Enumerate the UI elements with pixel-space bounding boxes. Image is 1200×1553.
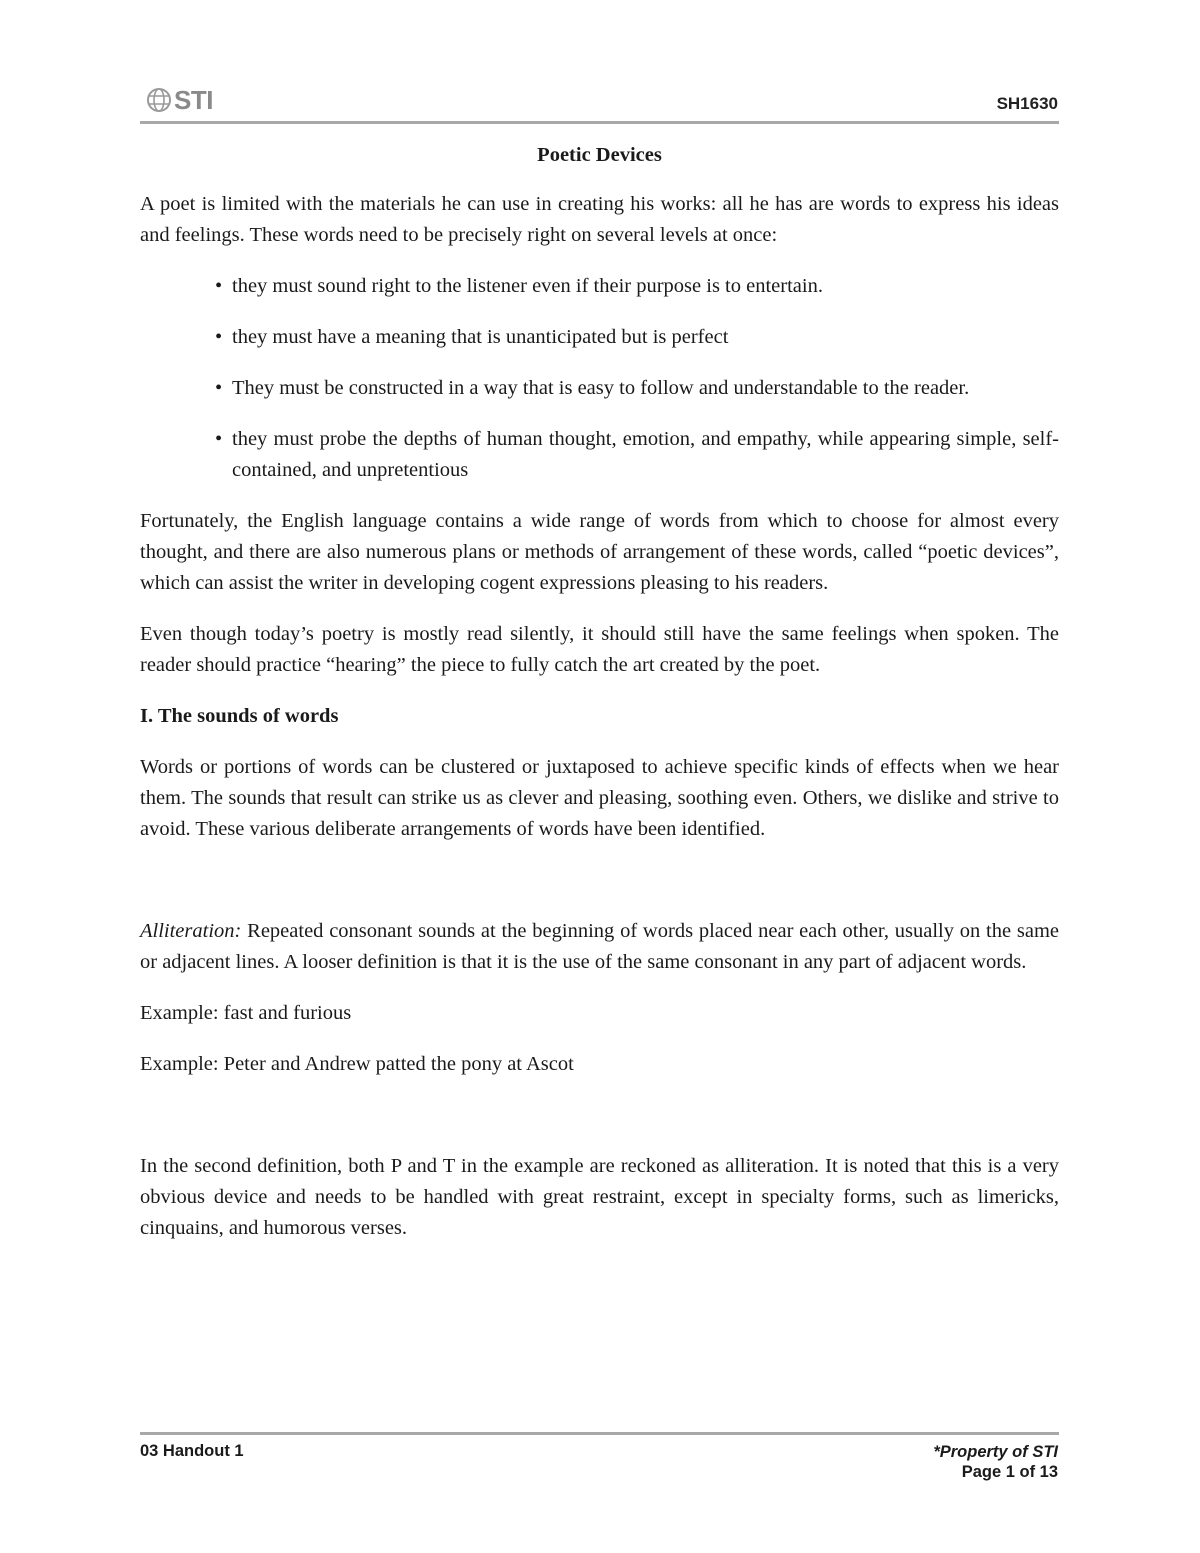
bullet-icon: • (215, 428, 223, 450)
handout-label: 03 Handout 1 (140, 1442, 244, 1460)
list-item (215, 271, 1059, 302)
spacer (140, 865, 1059, 916)
list-item-text: they must probe the depths of human thought, emotion, and empathy, while appearing simple, self-contained, and unpretentious (232, 428, 1059, 481)
bullet-icon: • (215, 326, 223, 348)
document-body (140, 140, 1059, 1264)
page-number: Page 1 of 13 (961, 1463, 1058, 1481)
even-paragraph: Even though today’s poetry is mostly read silently, it should still have the same feelings when spoken. The reader should practice “hearing” the piece to fully catch the art created by the poet. (140, 623, 1059, 676)
fortunately-paragraph: Fortunately, the English language contains a wide range of words from which to choose for almost every thought, and there are also numerous plans or methods of arrangement of these words, called “poetic devices”, which can assist the writer in developing cogent expressions pleasing to his readers. (140, 510, 1059, 594)
sounds-paragraph: Words or portions of words can be clustered or juxtaposed to achieve specific kinds of effects when we hear them. The sounds that result can strike us as clever and pleasing, soothing even. Others, we dislike and strive to avoid. These various deliberate arrangements of words have been identified. (140, 756, 1059, 840)
spacer (140, 1100, 1059, 1151)
alliteration-paragraph (140, 916, 1059, 978)
sti-logo (146, 84, 213, 116)
header-divider (140, 121, 1059, 124)
list-item-text: they must sound right to the listener even if their purpose is to entertain. (232, 275, 823, 297)
example-1: Example: fast and furious (140, 1002, 352, 1024)
list-item (215, 424, 1059, 486)
logo-text: STI (174, 84, 213, 115)
list-item (215, 373, 1059, 404)
globe-icon (146, 87, 172, 113)
example-2: Example: Peter and Andrew patted the pony at Ascot (140, 1053, 574, 1075)
page-title: Poetic Devices (537, 144, 662, 166)
property-notice: *Property of STI (933, 1443, 1058, 1461)
section-heading: I. The sounds of words (140, 705, 339, 727)
alliteration-term: Alliteration: (140, 920, 242, 942)
footer-divider (140, 1432, 1059, 1435)
requirements-list (140, 271, 1059, 486)
alliteration-definition: Repeated consonant sounds at the beginning of words placed near each other, usually on the same or adjacent lines. A looser definition is that it is the use of the same consonant in any part of adjacent words. (140, 920, 1059, 973)
list-item (215, 322, 1059, 353)
footer-right (933, 1442, 1058, 1482)
intro-paragraph: A poet is limited with the materials he can use in creating his works: all he has are words to express his ideas and feelings. These words need to be precisely right on several levels at once: (140, 193, 1059, 246)
list-item-text: They must be constructed in a way that is easy to follow and understandable to the reader. (232, 377, 970, 399)
list-item-text: they must have a meaning that is unanticipated but is perfect (232, 326, 729, 348)
second-definition-paragraph: In the second definition, both P and T in the example are reckoned as alliteration. It is noted that this is a very obvious device and needs to be handled with great restraint, except in specialty forms, such as limericks, cinquains, and humorous verses. (140, 1155, 1059, 1239)
bullet-icon: • (215, 377, 223, 399)
bullet-icon: • (215, 275, 223, 297)
document-code: SH1630 (996, 94, 1058, 113)
